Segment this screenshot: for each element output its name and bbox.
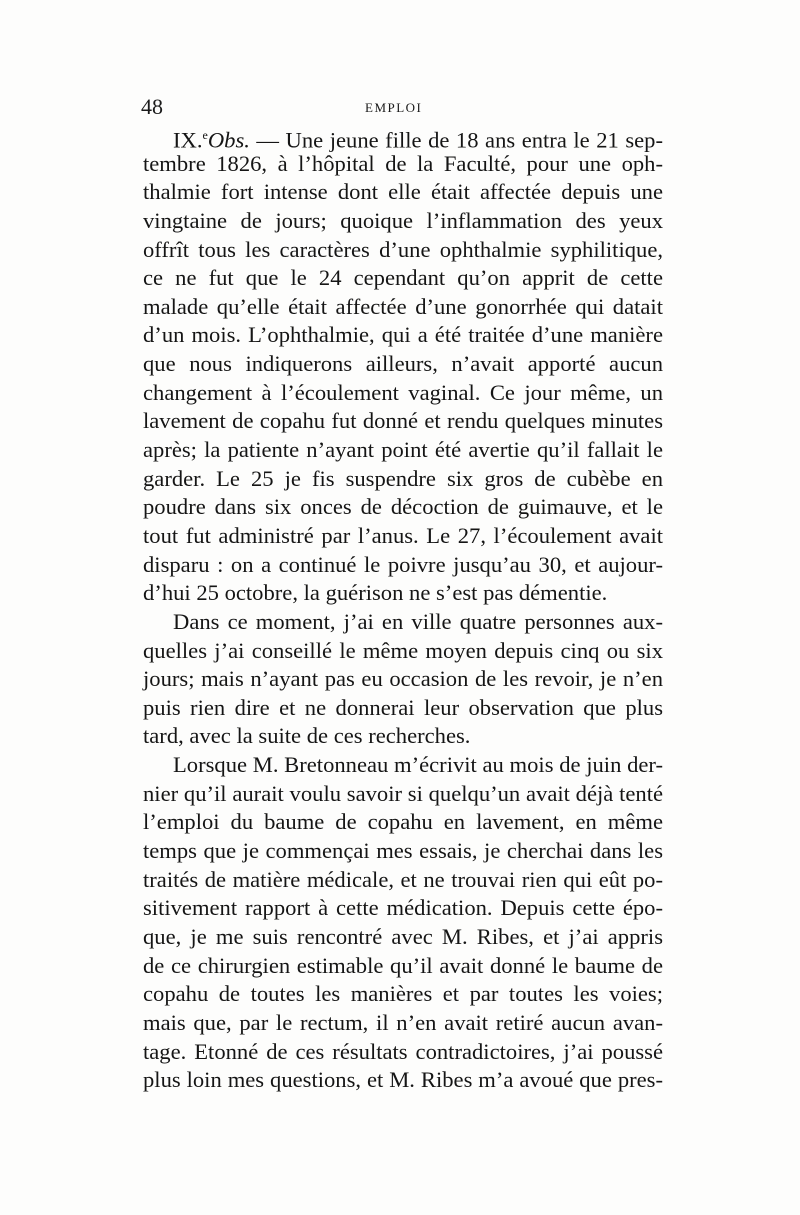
text-line: Lorsque M. Bretonneau m’écrivit au mois de juin der- <box>173 752 663 778</box>
line-text: — Une jeune fille de 18 ans entra le 21 sep- <box>249 127 663 153</box>
text-line: disparu : on a continué le poivre jusqu’au 30, et aujour- <box>143 551 663 577</box>
paragraph-bretonneau <box>143 751 663 1095</box>
observation-number: IX. <box>173 127 203 153</box>
text-line: que, je me suis rencontré avec M. Ribes, et j’ai appris <box>143 923 663 949</box>
text-line: plus loin mes questions, et M. Ribes m’a avoué que pres- <box>143 1067 663 1093</box>
text-line: puis rien dire et ne donnerai leur observation que plus <box>143 694 663 720</box>
text-line: d’un mois. L’ophthalmie, qui a été traitée d’une manière <box>143 322 663 348</box>
text-line: jours; mais n’ayant pas eu occasion de les revoir, je n’en <box>143 666 663 692</box>
text-line: Dans ce moment, j’ai en ville quatre personnes aux- <box>173 608 663 634</box>
text-line: sitivement rapport à cette médication. Depuis cette épo- <box>143 895 663 921</box>
text-line: ce ne fut que le 24 cependant qu’on apprit de cette <box>143 265 663 291</box>
paragraph-current-patients <box>143 608 663 751</box>
text-line: offrît tous les caractères d’une ophthalmie syphilitique, <box>143 236 663 262</box>
text-line: nier qu’il aurait voulu savoir si quelqu’un avait déjà tenté <box>143 780 663 806</box>
text-line: que nous indiquerons ailleurs, n’avait apporté aucun <box>143 351 663 377</box>
text-line: thalmie fort intense dont elle était affectée depuis une <box>143 179 663 205</box>
page-number: 48 <box>141 94 163 119</box>
text-line: tembre 1826, à l’hôpital de la Faculté, pour une oph- <box>143 150 663 176</box>
text-line: de ce chirurgien estimable qu’il avait donné le baume de <box>143 952 663 978</box>
paragraph-observation <box>143 121 663 608</box>
text-line: copahu de toutes les manières et par toutes les voies; <box>143 981 663 1007</box>
text-line: malade qu’elle était affectée d’une gonorrhée qui datait <box>143 293 663 319</box>
page-header <box>141 94 661 124</box>
ordinal-superscript: e <box>202 128 208 142</box>
text-line: changement à l’écoulement vaginal. Ce jour même, un <box>143 379 663 405</box>
running-head: EMPLOI <box>365 100 423 115</box>
text-line: quelles j’ai conseillé le même moyen depuis cinq ou six <box>143 637 663 663</box>
text-line: l’emploi du baume de copahu en lavement, en même <box>143 809 663 835</box>
text-line: d’hui 25 octobre, la guérison ne s’est pas démentie. <box>143 580 608 606</box>
text-line: garder. Le 25 je fis suspendre six gros de cubèbe en <box>143 465 663 491</box>
text-line: mais que, par le rectum, il n’en avait retiré aucun avan- <box>143 1009 663 1035</box>
observation-label: Obs. <box>207 127 250 153</box>
text-line: tage. Etonné de ces résultats contradictoires, j’ai poussé <box>143 1038 663 1064</box>
text-line: traités de matière médicale, et ne trouvai rien qui eût po- <box>143 866 663 892</box>
body-text <box>143 121 663 1095</box>
text-line <box>143 121 663 153</box>
text-line: tout fut administré par l’anus. Le 27, l’écoulement avait <box>143 522 663 548</box>
text-line: vingtaine de jours; quoique l’inflammation des yeux <box>143 207 663 233</box>
text-line: lavement de copahu fut donné et rendu quelques minutes <box>143 408 663 434</box>
text-line: poudre dans six onces de décoction de guimauve, et le <box>143 494 663 520</box>
text-line: après; la patiente n’ayant point été avertie qu’il fallait le <box>143 437 663 463</box>
text-line: temps que je commençai mes essais, je cherchai dans les <box>143 838 663 864</box>
text-line: tard, avec la suite de ces recherches. <box>143 723 471 749</box>
